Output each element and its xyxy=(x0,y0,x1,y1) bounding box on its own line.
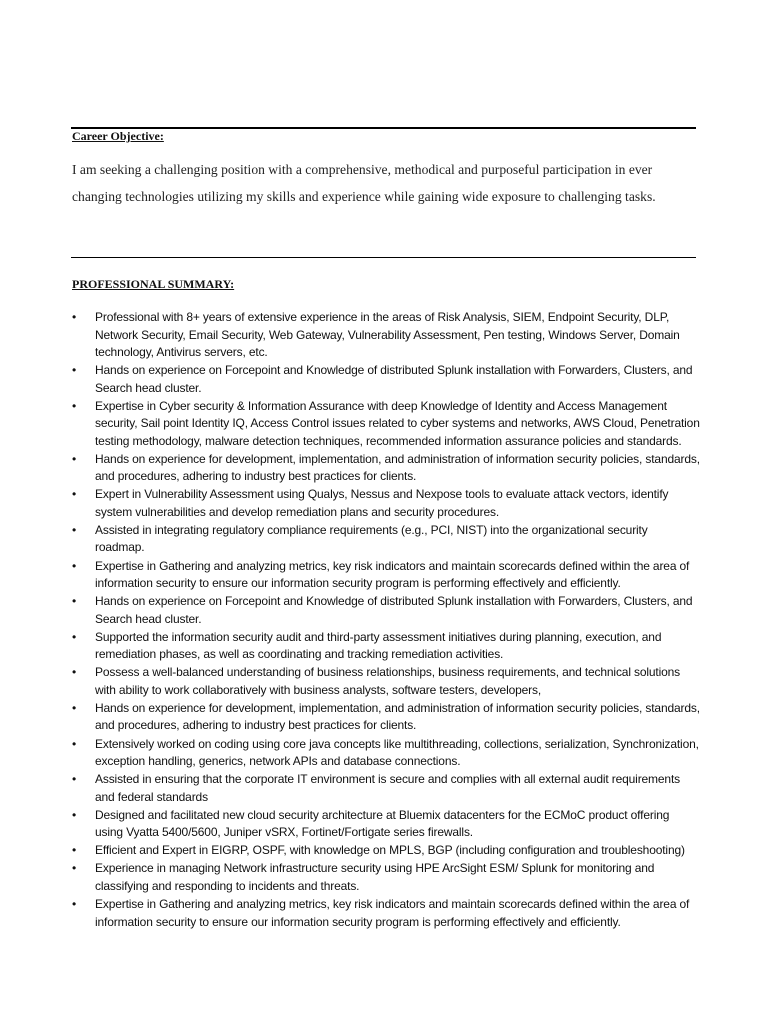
summary-item xyxy=(72,522,700,557)
summary-item-text: Hands on experience on Forcepoint and Knowledge of distributed Splunk installation with Forwarders, Clusters, and Search head cluster. xyxy=(95,594,693,626)
top-divider xyxy=(71,127,696,129)
professional-summary-heading: PROFESSIONAL SUMMARY: xyxy=(72,277,235,291)
summary-item xyxy=(72,771,700,806)
summary-item xyxy=(72,593,700,628)
bullet-icon: • xyxy=(72,843,77,858)
summary-item xyxy=(72,860,700,895)
summary-item-text: Expertise in Gathering and analyzing metrics, key risk indicators and maintain scorecards defined within the area of information security to ensure our information security program is performing effectively and efficiently. xyxy=(95,897,690,929)
summary-item-text: Hands on experience for development, implementation, and administration of information security policies, standards, and procedures, adhering to industry best practices for clients. xyxy=(95,451,700,484)
summary-item-text: Experience in managing Network infrastructure security using HPE ArcSight ESM/ Splunk for monitoring and classifying and responding to incidents and threats. xyxy=(95,861,655,893)
bullet-icon: • xyxy=(72,451,77,466)
section-divider xyxy=(71,257,696,258)
summary-item xyxy=(72,896,700,931)
bullet-icon: • xyxy=(72,772,77,787)
summary-item-text: Possess a well-balanced understanding of business relationships, business requirements, and technical solutions with ability to work collaboratively with business analysts, software testers, developers, xyxy=(95,665,681,697)
bullet-icon: • xyxy=(72,861,77,876)
summary-item-text: Assisted in integrating regulatory compliance requirements (e.g., PCI, NIST) into the organizational security roadmap. xyxy=(95,522,648,555)
summary-item-text: Supported the information security audit and third-party assessment initiatives during planning, execution, and remediation phases, as well as coordinating and tracking remediation activities. xyxy=(95,629,662,662)
summary-item xyxy=(72,664,700,699)
summary-item xyxy=(72,700,700,735)
summary-item-text: Hands on experience for development, implementation, and administration of information security policies, standards, and procedures, adhering to industry best practices for clients. xyxy=(95,700,700,733)
summary-item-text: Assisted in ensuring that the corporate IT environment is secure and complies with all external audit requirements and federal standards xyxy=(95,772,680,804)
bullet-icon: • xyxy=(72,487,77,502)
summary-item xyxy=(72,451,700,486)
summary-item-text: Designed and facilitated new cloud security architecture at Bluemix datacenters for the ECMoC product offering using Vyatta 5400/5600, Juniper vSRX, Fortinet/Fortigate series firewalls. xyxy=(95,807,670,840)
summary-item xyxy=(72,842,700,860)
bullet-icon: • xyxy=(72,310,77,324)
summary-item-text: Efficient and Expert in EIGRP, OSPF, with knowledge on MPLS, BGP (including configuration and troubleshooting) xyxy=(95,843,685,858)
summary-item xyxy=(72,629,700,664)
bullet-icon: • xyxy=(72,629,77,644)
summary-item xyxy=(72,486,700,521)
bullet-icon: • xyxy=(72,398,77,413)
summary-item xyxy=(72,309,700,362)
summary-item-text: Expertise in Cyber security & Information Assurance with deep Knowledge of Identity and Access Management security, Sail point Identity IQ, Access Control issues related to cyber systems and networks, AWS Cloud, Penetration testing methodology, malware detection techniques, recommended information assurance policies and standards. xyxy=(95,398,700,448)
professional-summary-list xyxy=(72,309,700,932)
career-objective-text: I am seeking a challenging position with a comprehensive, methodical and purposeful participation in ever changing technologies utilizing my skills and experience while gaining wide exposure to challenging tasks. xyxy=(72,162,656,204)
bullet-icon: • xyxy=(72,700,77,715)
bullet-icon: • xyxy=(72,558,77,573)
summary-item xyxy=(72,558,700,593)
summary-item-text: Expertise in Gathering and analyzing metrics, key risk indicators and maintain scorecards defined within the area of information security to ensure our information security program is performing effectively and efficiently. xyxy=(95,558,690,591)
summary-item-text: Extensively worked on coding using core java concepts like multithreading, collections, serialization, Synchronization, exception handling, generics, network APIs and database connections. xyxy=(95,736,699,769)
bullet-icon: • xyxy=(72,363,77,378)
summary-item xyxy=(72,362,700,397)
summary-item-text: Hands on experience on Forcepoint and Knowledge of distributed Splunk installation with Forwarders, Clusters, and Search head cluster. xyxy=(95,363,693,395)
summary-item-text: Professional with 8+ years of extensive experience in the areas of Risk Analysis, SIEM, Endpoint Security, DLP, Network Security, Email Security, Web Gateway, Vulnerability Assessment, Pen testing, Windows Server, Domain technology, Antivirus servers, etc. xyxy=(95,310,680,359)
bullet-icon: • xyxy=(72,522,77,537)
bullet-icon: • xyxy=(72,665,77,680)
bullet-icon: • xyxy=(72,736,77,751)
career-objective-heading: Career Objective: xyxy=(72,129,164,143)
summary-item-text: Expert in Vulnerability Assessment using Qualys, Nessus and Nexpose tools to evaluate attack vectors, identify system vulnerabilities and develop remediation plans and security procedures. xyxy=(95,487,669,519)
summary-item xyxy=(72,807,700,842)
bullet-icon: • xyxy=(72,594,77,609)
bullet-icon: • xyxy=(72,897,77,911)
summary-item xyxy=(72,398,700,451)
summary-item xyxy=(72,736,700,771)
bullet-icon: • xyxy=(72,807,77,822)
